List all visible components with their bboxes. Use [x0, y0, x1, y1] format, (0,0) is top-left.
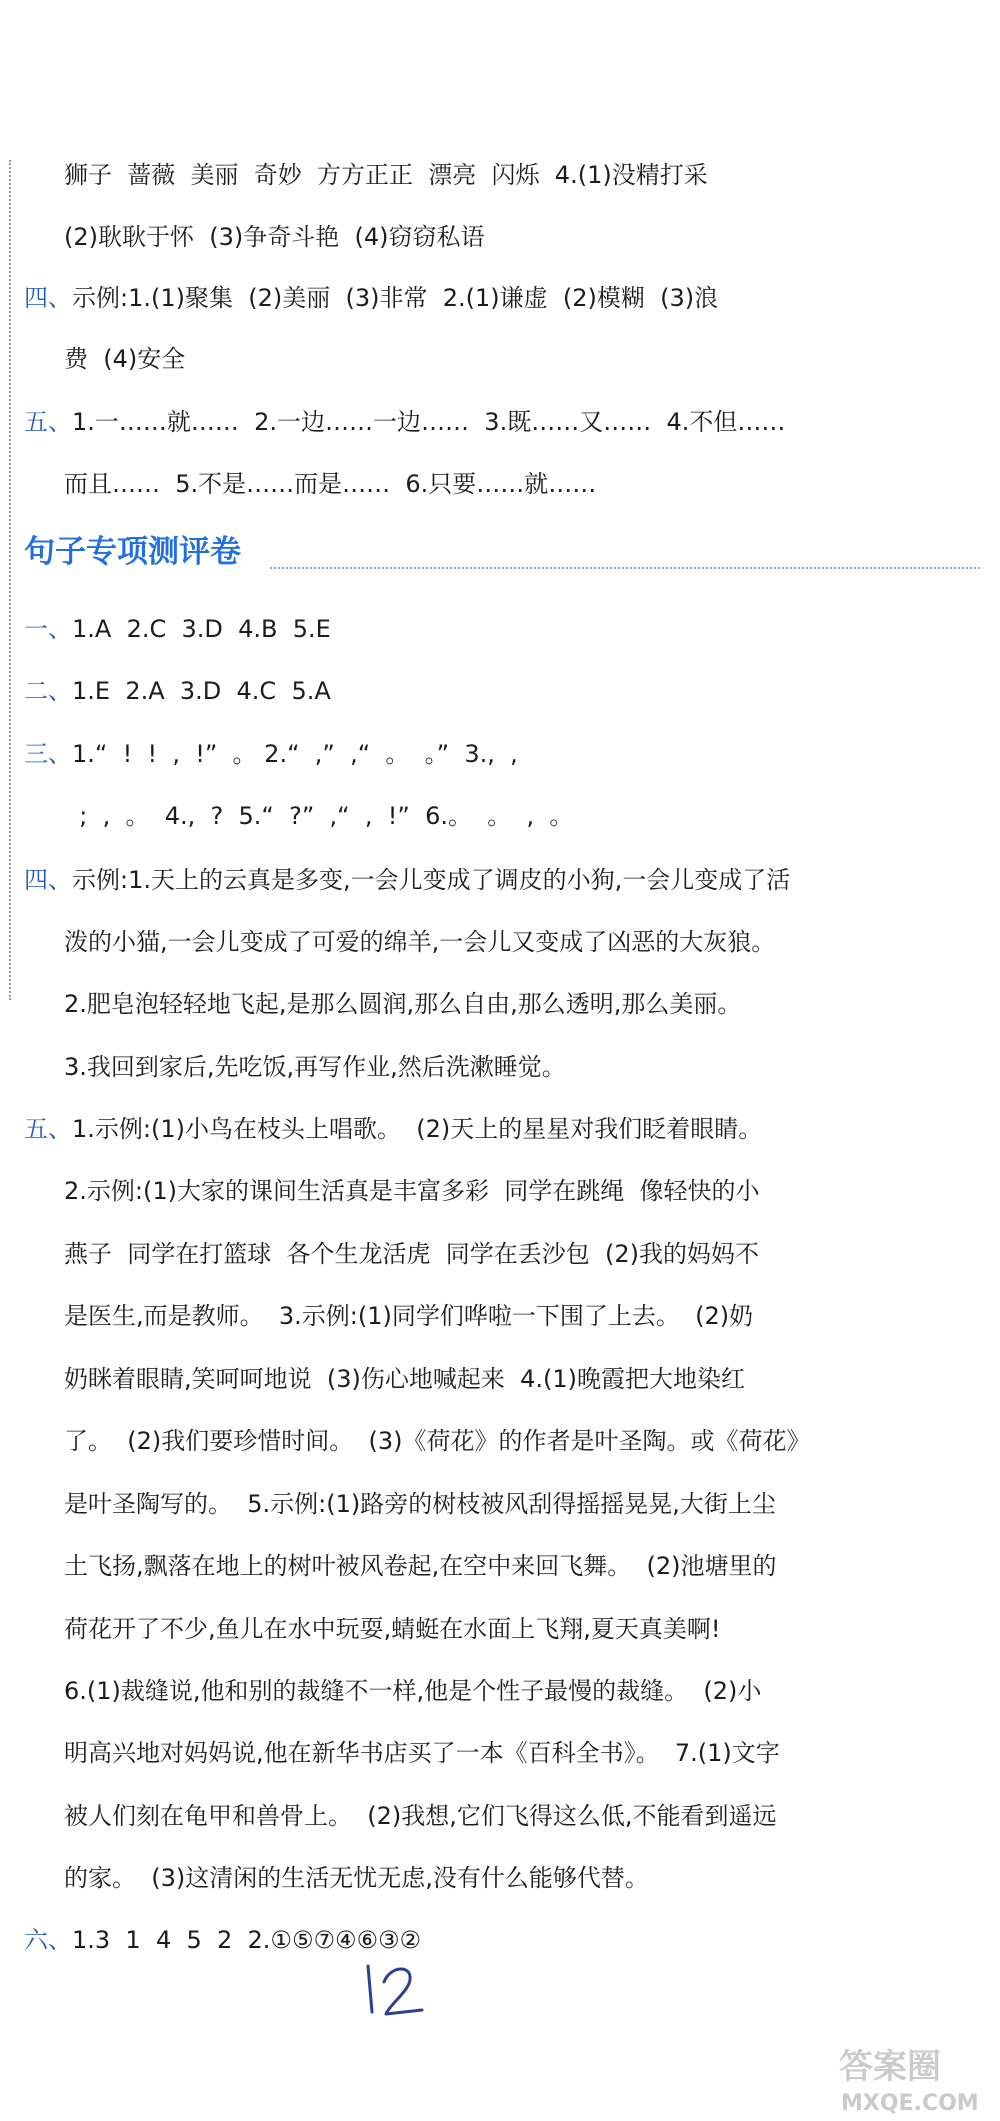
- answer-line: 了。 (2)我们要珍惜时间。 (3)《荷花》的作者是叶圣陶。或《荷花》: [64, 1427, 811, 1455]
- answer-line: 四、示例:1.天上的云真是多变,一会儿变成了调皮的小狗,一会儿变成了活: [24, 866, 791, 894]
- answer-line: 二、1.E 2.A 3.D 4.C 5.A: [24, 677, 331, 705]
- answer-line: 四、示例:1.(1)聚集 (2)美丽 (3)非常 2.(1)谦虚 (2)模糊 (3)浪: [24, 284, 719, 312]
- watermark-logo: [835, 2040, 995, 2118]
- answer-line: 一、1.A 2.C 3.D 4.B 5.E: [24, 615, 331, 643]
- answer-line: 2.示例:(1)大家的课间生活真是丰富多彩 同学在跳绳 像轻快的小: [64, 1177, 760, 1205]
- watermark-bottom: MXQE.COM: [841, 2091, 979, 2116]
- answer-line: 而且…… 5.不是……而是…… 6.只要……就……: [64, 470, 597, 498]
- title-divider: [270, 567, 980, 569]
- question-number: 三、: [24, 740, 72, 768]
- binding-margin-line: [9, 160, 11, 1000]
- answer-line: 明高兴地对妈妈说,他在新华书店买了一本《百科全书》。 7.(1)文字: [64, 1739, 780, 1767]
- question-number: 四、: [24, 866, 72, 894]
- question-number: 六、: [24, 1926, 72, 1954]
- answer-line: 6.(1)裁缝说,他和别的裁缝不一样,他是个性子最慢的裁缝。 (2)小: [64, 1677, 762, 1705]
- answer-line: 是叶圣陶写的。 5.示例:(1)路旁的树枝被风刮得摇摇晃晃,大街上尘: [64, 1490, 776, 1518]
- answer-line: 五、1.示例:(1)小鸟在枝头上唱歌。 (2)天上的星星对我们眨着眼睛。: [24, 1115, 763, 1143]
- answer-line: 的家。 (3)这清闲的生活无忧无虑,没有什么能够代替。: [64, 1864, 649, 1892]
- watermark-top: 答案圈: [839, 2047, 941, 2087]
- answer-line: 土飞扬,飘落在地上的树叶被风卷起,在空中来回飞舞。 (2)池塘里的: [64, 1552, 777, 1580]
- question-number: 五、: [24, 1115, 72, 1143]
- answer-line: 奶眯着眼睛,笑呵呵地说 (3)伤心地喊起来 4.(1)晚霞把大地染红: [64, 1365, 746, 1393]
- answer-line: (2)耿耿于怀 (3)争奇斗艳 (4)窃窃私语: [64, 223, 485, 251]
- answer-line: 被人们刻在龟甲和兽骨上。 (2)我想,它们飞得这么低,不能看到遥远: [64, 1802, 777, 1830]
- answer-line: ; , 。 4., ? 5.“ ?” ,“ , !” 6.。 。 , 。: [64, 802, 574, 830]
- answer-line: 荷花开了不少,鱼儿在水中玩耍,蜻蜓在水面上飞翔,夏天真美啊!: [64, 1615, 721, 1643]
- answer-line: 3.我回到家后,先吃饭,再写作业,然后洗漱睡觉。: [64, 1053, 566, 1081]
- answer-line: 2.肥皂泡轻轻地飞起,是那么圆润,那么自由,那么透明,那么美丽。: [64, 990, 742, 1018]
- answer-line: 五、1.一……就…… 2.一边……一边…… 3.既……又…… 4.不但……: [24, 408, 786, 436]
- answer-line: 泼的小猫,一会儿变成了可爱的绵羊,一会儿又变成了凶恶的大灰狼。: [64, 928, 776, 956]
- answer-line: 是医生,而是教师。 3.示例:(1)同学们哗啦一下围了上去。 (2)奶: [64, 1302, 754, 1330]
- answer-line: 燕子 同学在打篮球 各个生龙活虎 同学在丢沙包 (2)我的妈妈不: [64, 1240, 760, 1268]
- question-number: 一、: [24, 615, 72, 643]
- answer-line: 六、1.3 1 4 5 2 2.①⑤⑦④⑥③②: [24, 1926, 422, 1954]
- answer-line: 狮子 蔷薇 美丽 奇妙 方方正正 漂亮 闪烁 4.(1)没精打采: [64, 161, 708, 189]
- question-number: 四、: [24, 284, 72, 312]
- answer-line: 三、1.“ ! ! , !” 。 2.“ ,” ,“ 。 。” 3., ,: [24, 740, 518, 768]
- section-title: 句子专项测评卷: [24, 534, 241, 570]
- question-number: 二、: [24, 677, 72, 705]
- answer-line: 费 (4)安全: [64, 345, 186, 373]
- question-number: 五、: [24, 408, 72, 436]
- handwritten-page-number: [360, 1960, 440, 2020]
